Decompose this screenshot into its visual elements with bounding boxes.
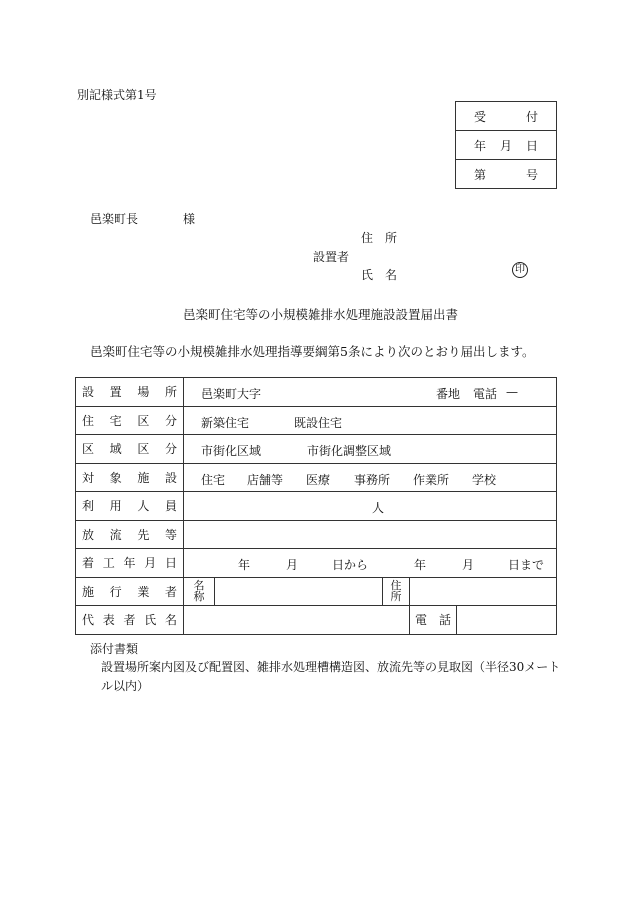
row-users bbox=[76, 492, 557, 521]
label-facility: 対 象 施 設 bbox=[82, 470, 177, 485]
representative-phone-value[interactable] bbox=[457, 606, 557, 635]
row-location bbox=[76, 378, 557, 407]
attachments-line-2: ル以内） bbox=[101, 679, 150, 693]
option-office[interactable]: 事務所 bbox=[354, 472, 391, 487]
option-workshop[interactable]: 作業所 bbox=[413, 472, 450, 487]
number-prefix: 第 bbox=[474, 167, 487, 182]
row-contractor bbox=[76, 577, 557, 606]
label-representative: 代 表 者 氏 名 bbox=[82, 613, 177, 628]
date-cell bbox=[456, 131, 557, 160]
location-phone-dash: — bbox=[506, 385, 518, 400]
end-year: 年 bbox=[414, 558, 427, 573]
attachments-heading: 添付書類 bbox=[90, 642, 139, 656]
row-house-type bbox=[76, 406, 557, 435]
option-urbanization-area[interactable]: 市街化区域 bbox=[201, 444, 262, 459]
address-label: 住 所 bbox=[361, 231, 398, 245]
row-discharge bbox=[76, 520, 557, 549]
received-char-2: 付 bbox=[525, 109, 538, 124]
row-zone bbox=[76, 435, 557, 464]
option-urbanization-control-area[interactable]: 市街化調整区域 bbox=[307, 444, 392, 459]
label-start-date: 着 工 年 月 日 bbox=[82, 556, 177, 571]
seal-mark: 印 bbox=[512, 262, 528, 278]
row-start-date bbox=[76, 549, 557, 578]
received-char-1: 受 bbox=[474, 109, 487, 124]
date-year: 年 bbox=[474, 138, 487, 153]
start-year: 年 bbox=[238, 558, 251, 573]
intro-text: 邑楽町住宅等の小規模雑排水処理指導要綱第5条により次のとおり届出します。 bbox=[90, 344, 535, 359]
location-phone-label: 電話 bbox=[473, 387, 498, 402]
label-location: 設 置 場 所 bbox=[82, 385, 177, 400]
label-discharge: 放 流 先 等 bbox=[82, 527, 177, 542]
name-label: 氏 名 bbox=[361, 268, 398, 282]
location-value[interactable] bbox=[184, 378, 557, 407]
users-value[interactable] bbox=[184, 492, 557, 521]
option-new-house[interactable]: 新築住宅 bbox=[201, 415, 250, 430]
form-number: 別記様式第1号 bbox=[77, 88, 157, 102]
contractor-name-label: 名 称 bbox=[184, 577, 215, 606]
contractor-name-value[interactable] bbox=[215, 577, 383, 606]
end-month: 月 bbox=[462, 558, 475, 573]
label-zone: 区 域 区 分 bbox=[82, 442, 177, 457]
number-suffix: 号 bbox=[525, 167, 538, 182]
option-school[interactable]: 学校 bbox=[472, 472, 497, 487]
label-users: 利 用 人 員 bbox=[82, 499, 177, 514]
location-lot: 番地 bbox=[436, 387, 461, 402]
application-table bbox=[75, 377, 557, 635]
addressee-honorific: 様 bbox=[183, 212, 196, 226]
label-house-type: 住 宅 区 分 bbox=[82, 413, 177, 428]
row-representative bbox=[76, 606, 557, 635]
representative-name-value[interactable] bbox=[184, 606, 410, 635]
location-town: 邑楽町大字 bbox=[201, 387, 262, 402]
option-medical[interactable]: 医療 bbox=[306, 472, 331, 487]
users-unit: 人 bbox=[372, 501, 385, 516]
document-title: 邑楽町住宅等の小規模雑排水処理施設設置届出書 bbox=[183, 307, 459, 322]
end-day-until: 日まで bbox=[508, 558, 545, 573]
option-residence[interactable]: 住宅 bbox=[201, 472, 226, 487]
option-existing-house[interactable]: 既設住宅 bbox=[294, 415, 343, 430]
label-contractor: 施 行 業 者 bbox=[82, 584, 177, 599]
receipt-box bbox=[455, 101, 557, 189]
option-store[interactable]: 店舗等 bbox=[247, 472, 284, 487]
contractor-address-value[interactable] bbox=[410, 577, 557, 606]
applicant-role: 設置者 bbox=[313, 250, 350, 264]
date-month: 月 bbox=[499, 138, 512, 153]
representative-phone-label: 電 話 bbox=[410, 606, 457, 635]
contractor-address-label: 住 所 bbox=[383, 577, 410, 606]
discharge-value[interactable] bbox=[184, 520, 557, 549]
attachments-line-1: 設置場所案内図及び配置図、雑排水処理槽構造図、放流先等の見取図（半径30メート bbox=[101, 660, 561, 674]
addressee-name: 邑楽町長 bbox=[90, 212, 139, 226]
start-date-value[interactable] bbox=[184, 549, 557, 578]
received-cell bbox=[456, 102, 557, 131]
row-facility bbox=[76, 463, 557, 492]
start-month: 月 bbox=[286, 558, 299, 573]
number-cell bbox=[456, 160, 557, 189]
start-day-from: 日から bbox=[332, 558, 369, 573]
date-day: 日 bbox=[525, 138, 538, 153]
